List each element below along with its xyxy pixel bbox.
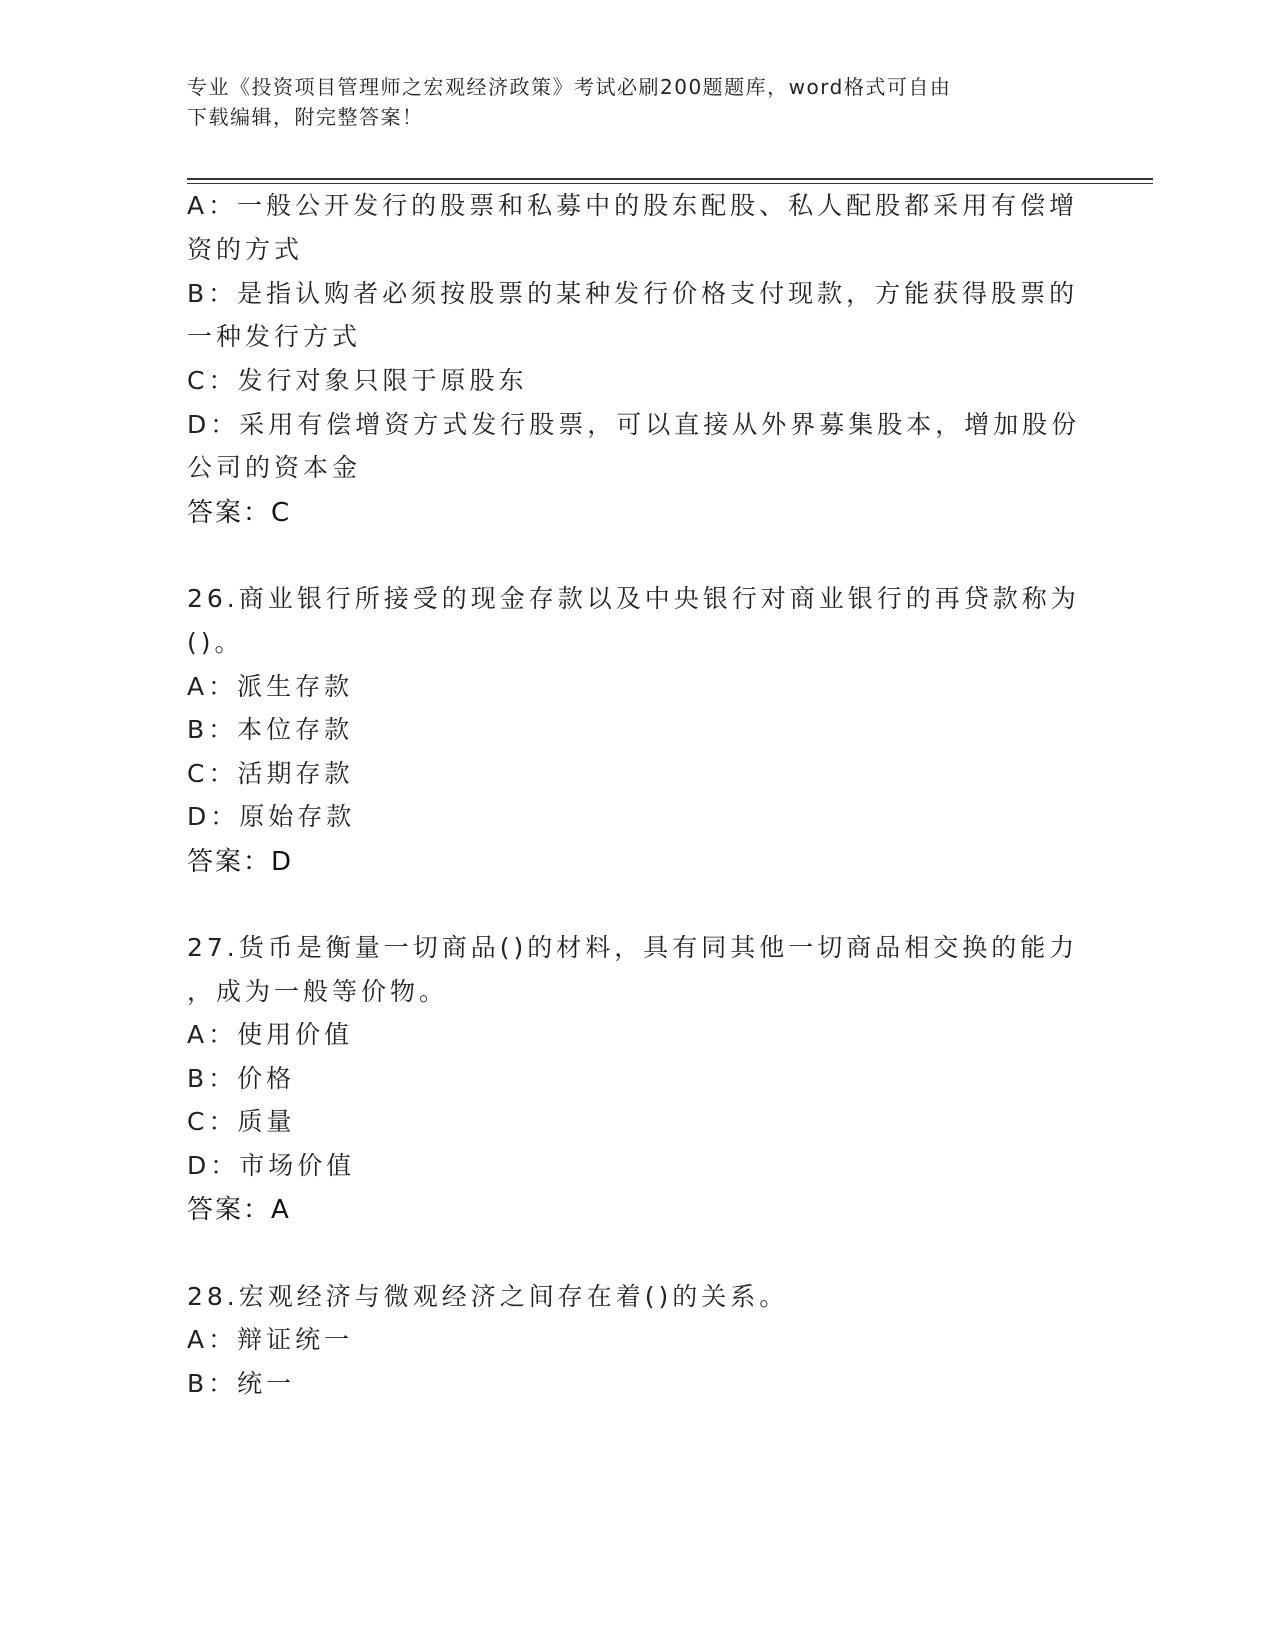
- q27-option-a: A：使用价值: [187, 1020, 354, 1049]
- q26-option-d: D：原始存款: [187, 802, 356, 831]
- q25-option-b-line-1: B：是指认购者必须按股票的某种发行价格支付现款，方能获得股票的: [187, 279, 1079, 308]
- q26-option-a: A：派生存款: [187, 672, 354, 701]
- q28-option-b: B：统一: [187, 1369, 296, 1398]
- header-line-2: 下载编辑，附完整答案！: [187, 105, 424, 129]
- q25-option-a-line-1: A：一般公开发行的股票和私募中的股东配股、私人配股都采用有偿增: [187, 191, 1079, 220]
- document-header: [187, 72, 1067, 132]
- q27-stem-line-1: 27.货币是衡量一切商品()的材料，具有同其他一切商品相交换的能力: [187, 933, 1079, 962]
- q25-answer: 答案：C: [187, 498, 292, 528]
- q26-stem-line-1: 26.商业银行所接受的现金存款以及中央银行对商业银行的再贷款称为: [187, 584, 1080, 613]
- q27-stem-line-2: ，成为一般等价物。: [187, 977, 449, 1006]
- q26-answer: 答案：D: [187, 847, 294, 877]
- q25-option-a-line-2: 资的方式: [187, 235, 304, 264]
- q26-option-b: B：本位存款: [187, 715, 354, 744]
- header-line-1: 专业《投资项目管理师之宏观经济政策》考试必刷200题题库，word格式可自由: [187, 75, 952, 99]
- q28-option-a: A：辩证统一: [187, 1325, 354, 1354]
- q26-stem-line-2: ()。: [187, 628, 244, 657]
- q25-option-d-line-2: 公司的资本金: [187, 453, 362, 482]
- q27-option-d: D：市场价值: [187, 1151, 356, 1180]
- q25-option-b-line-2: 一种发行方式: [187, 322, 362, 351]
- q26-option-c: C：活期存款: [187, 759, 354, 788]
- header-rule-thick: [187, 178, 1153, 180]
- q27-option-c: C：质量: [187, 1107, 296, 1136]
- q25-option-d-line-1: D：采用有偿增资方式发行股票，可以直接从外界募集股本，增加股份: [187, 410, 1081, 439]
- q28-stem-line-1: 28.宏观经济与微观经济之间存在着()的关系。: [187, 1282, 789, 1311]
- q27-option-b: B：价格: [187, 1064, 296, 1093]
- q25-option-c: C：发行对象只限于原股东: [187, 366, 528, 395]
- header-rule-thin: [187, 183, 1153, 184]
- q27-answer: 答案：A: [187, 1195, 291, 1225]
